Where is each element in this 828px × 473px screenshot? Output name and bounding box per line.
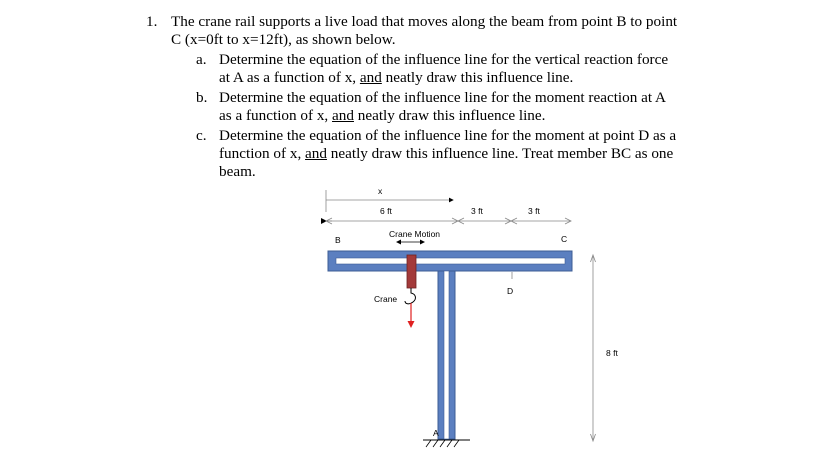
dim-3ft-right-label: 3 ft <box>528 206 540 216</box>
dim-8ft-label: 8 ft <box>606 348 618 358</box>
ground-hatch-icon <box>426 440 459 447</box>
crane-trolley <box>407 255 416 288</box>
dim-3ft-left-label: 3 ft <box>471 206 483 216</box>
part-b-line-2: as a function of x, and neatly draw this influence line. <box>219 107 546 124</box>
part-a-line-2: at A as a function of x, and neatly draw this influence line. <box>219 69 574 86</box>
part-c-line-1: Determine the equation of the influence line for the moment at point D as a <box>219 127 677 144</box>
label-A: A <box>433 428 439 438</box>
part-a-label: a. <box>196 51 207 68</box>
crane-hook-icon <box>405 288 415 304</box>
label-C: C <box>561 234 568 244</box>
part-c-line-3: beam. <box>219 163 256 180</box>
part-c-label: c. <box>196 127 207 144</box>
problem-intro-line-2: C (x=0ft to x=12ft), as shown below. <box>171 31 396 48</box>
problem-intro-line-1: The crane rail supports a live load that moves along the beam from point B to point <box>171 13 678 30</box>
part-c-underline-and: and <box>305 145 327 162</box>
label-D: D <box>507 286 514 296</box>
part-b-line-1: Determine the equation of the influence line for the moment reaction at A <box>219 89 667 106</box>
part-b-label: b. <box>196 89 208 106</box>
beam-BC-inner-slot <box>336 258 565 264</box>
problem-number: 1. <box>146 13 158 30</box>
dim-6ft-label: 6 ft <box>380 206 392 216</box>
crane-label: Crane <box>374 294 398 304</box>
label-B: B <box>335 235 341 245</box>
column-inner-slot <box>444 271 449 439</box>
part-a-underline-and: and <box>359 69 382 86</box>
part-b-underline-and: and <box>332 107 354 124</box>
crane-motion-label: Crane Motion <box>389 229 441 239</box>
part-a-line-1: Determine the equation of the influence line for the vertical reaction force <box>219 51 669 68</box>
part-c-line-2: function of x, and neatly draw this influence line. Treat member BC as one <box>219 145 674 162</box>
x-label: x <box>378 186 383 196</box>
load-arrowhead <box>408 321 415 328</box>
